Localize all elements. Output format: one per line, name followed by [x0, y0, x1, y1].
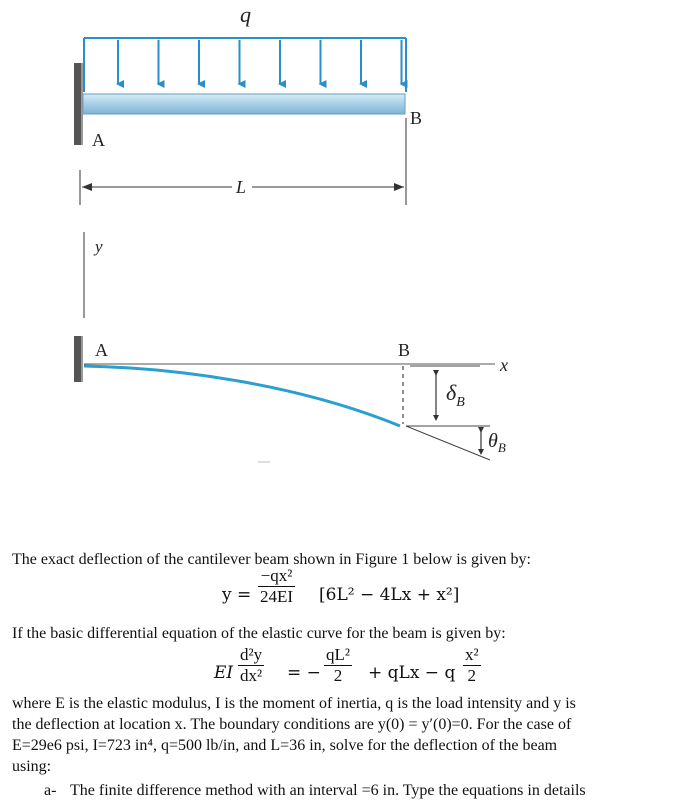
eq2-d2y-dx2 — [238, 645, 264, 686]
eq2-x2-over-2 — [463, 645, 481, 686]
eq2-ei: EI — [214, 663, 234, 683]
load-arrows — [118, 40, 402, 84]
list-item-a: The finite difference method with an interval =6 in. Type the equations in details — [70, 782, 586, 799]
eq2-qL2: qL² — [326, 645, 350, 664]
point-b-label: B — [410, 108, 423, 128]
x-axis-label: x — [500, 355, 508, 375]
eq2-middle: + qLx − q — [368, 663, 456, 683]
eq2-equals-minus: = − — [287, 663, 321, 683]
de-intro-text: If the basic differential equation of the elastic curve for the beam is given by: — [12, 625, 506, 642]
intro-text: The exact deflection of the cantilever beam shown in Figure 1 below is given by: — [12, 551, 531, 568]
eq1-denominator: 24EI — [260, 587, 294, 606]
eq2-dx2: dx² — [240, 666, 263, 685]
eq2-d2y: d²y — [240, 645, 263, 664]
length-label: L — [236, 177, 247, 197]
eq1-numerator: −qx² — [258, 566, 295, 587]
eq2-two-a: 2 — [333, 666, 343, 685]
theta-b-label: $\theta_B$ — [488, 430, 506, 455]
point-b-label-lower: B — [398, 340, 411, 360]
eq1-fraction — [258, 566, 295, 607]
eq1-lhs: y = — [222, 585, 252, 605]
wall-support-top — [74, 63, 82, 145]
list-item-a-marker: a- — [44, 782, 57, 799]
point-a-label-lower: A — [95, 340, 108, 360]
beam — [83, 94, 405, 114]
theta-b-indicator — [406, 426, 490, 460]
y-axis-label: y — [95, 237, 103, 256]
paragraph-line-3: E=29e6 psi, I=723 in⁴, q=500 lb/in, and L=36 in, solve for the deflection of the beam — [12, 737, 558, 754]
eq2-x2: x² — [465, 645, 479, 664]
paragraph-line-1: where E is the elastic modulus, I is the moment of inertia, q is the load intensity and y is — [12, 695, 576, 712]
delta-b-indicator — [410, 366, 480, 418]
paragraph-line-2: the deflection at location x. The boundary conditions are y(0) = y′(0)=0. For the case of — [12, 716, 572, 733]
eq1-bracket: [6L² − 4Lx + x²] — [319, 585, 460, 605]
point-a-label: A — [92, 130, 105, 150]
distributed-load — [84, 38, 406, 92]
deflection-curve — [84, 366, 400, 426]
eq2-qL2-over-2 — [324, 645, 352, 686]
eq2-two-b: 2 — [467, 666, 477, 685]
delta-b-label: $\delta_B$ — [446, 380, 465, 410]
load-label: q — [240, 2, 251, 27]
wall-support-bottom — [74, 336, 82, 382]
paragraph-line-4: using: — [12, 758, 52, 775]
